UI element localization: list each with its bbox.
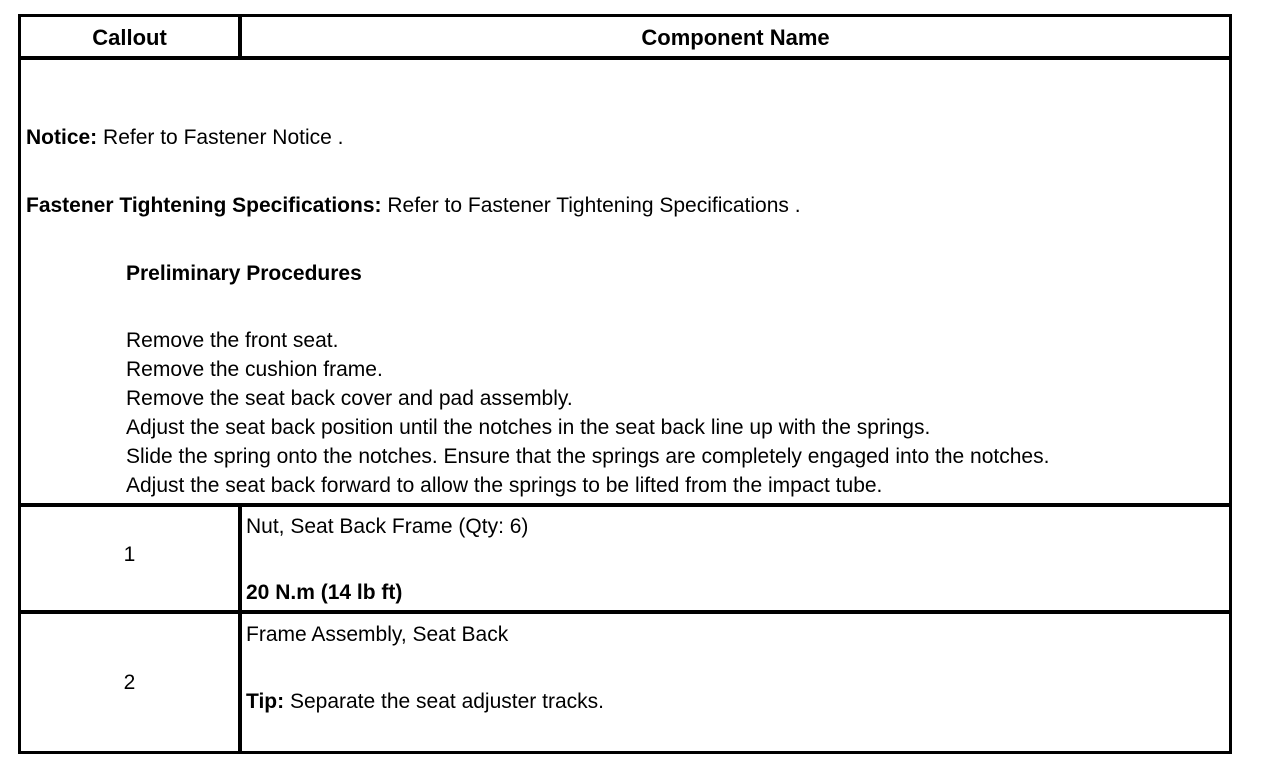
spec-line	[26, 191, 801, 220]
header-bottom-rule	[21, 56, 1229, 60]
intro-bottom-rule	[21, 503, 1229, 507]
spec-text: Refer to Fastener Tightening Specifications .	[387, 194, 801, 217]
preliminary-title: Preliminary Procedures	[126, 262, 362, 285]
row-1-bottom-rule	[21, 610, 1229, 614]
step-item: Slide the spring onto the notches. Ensure that the springs are completely engaged into the notches.	[126, 445, 1050, 468]
step-item: Remove the cushion frame.	[126, 358, 383, 381]
row-2-divider	[238, 610, 242, 751]
header-component-name: Component Name	[641, 25, 830, 50]
tip-label: Tip:	[246, 690, 285, 713]
row-1-torque: 20 N.m (14 lb ft)	[246, 581, 403, 604]
row-2-tip	[246, 687, 604, 716]
row-1-callout: 1	[123, 543, 136, 566]
step-item: Adjust the seat back position until the notches in the seat back line up with the springs.	[126, 416, 931, 439]
header-callout: Callout	[92, 25, 167, 50]
procedure-table	[18, 14, 1232, 754]
row-2-callout: 2	[123, 671, 136, 694]
notice-label: Notice:	[26, 126, 98, 149]
tip-text: Separate the seat adjuster tracks.	[289, 690, 604, 713]
row-2-name: Frame Assembly, Seat Back	[246, 623, 509, 646]
step-item: Adjust the seat back forward to allow the springs to be lifted from the impact tube.	[126, 474, 883, 497]
header-divider	[238, 17, 242, 57]
notice-line	[26, 123, 343, 152]
row-1-name: Nut, Seat Back Frame (Qty: 6)	[246, 515, 529, 538]
row-1-divider	[238, 503, 242, 611]
step-item: Remove the seat back cover and pad assembly.	[126, 387, 573, 410]
step-item: Remove the front seat.	[126, 329, 339, 352]
spec-label: Fastener Tightening Specifications:	[26, 194, 382, 217]
notice-text: Refer to Fastener Notice .	[103, 126, 344, 149]
